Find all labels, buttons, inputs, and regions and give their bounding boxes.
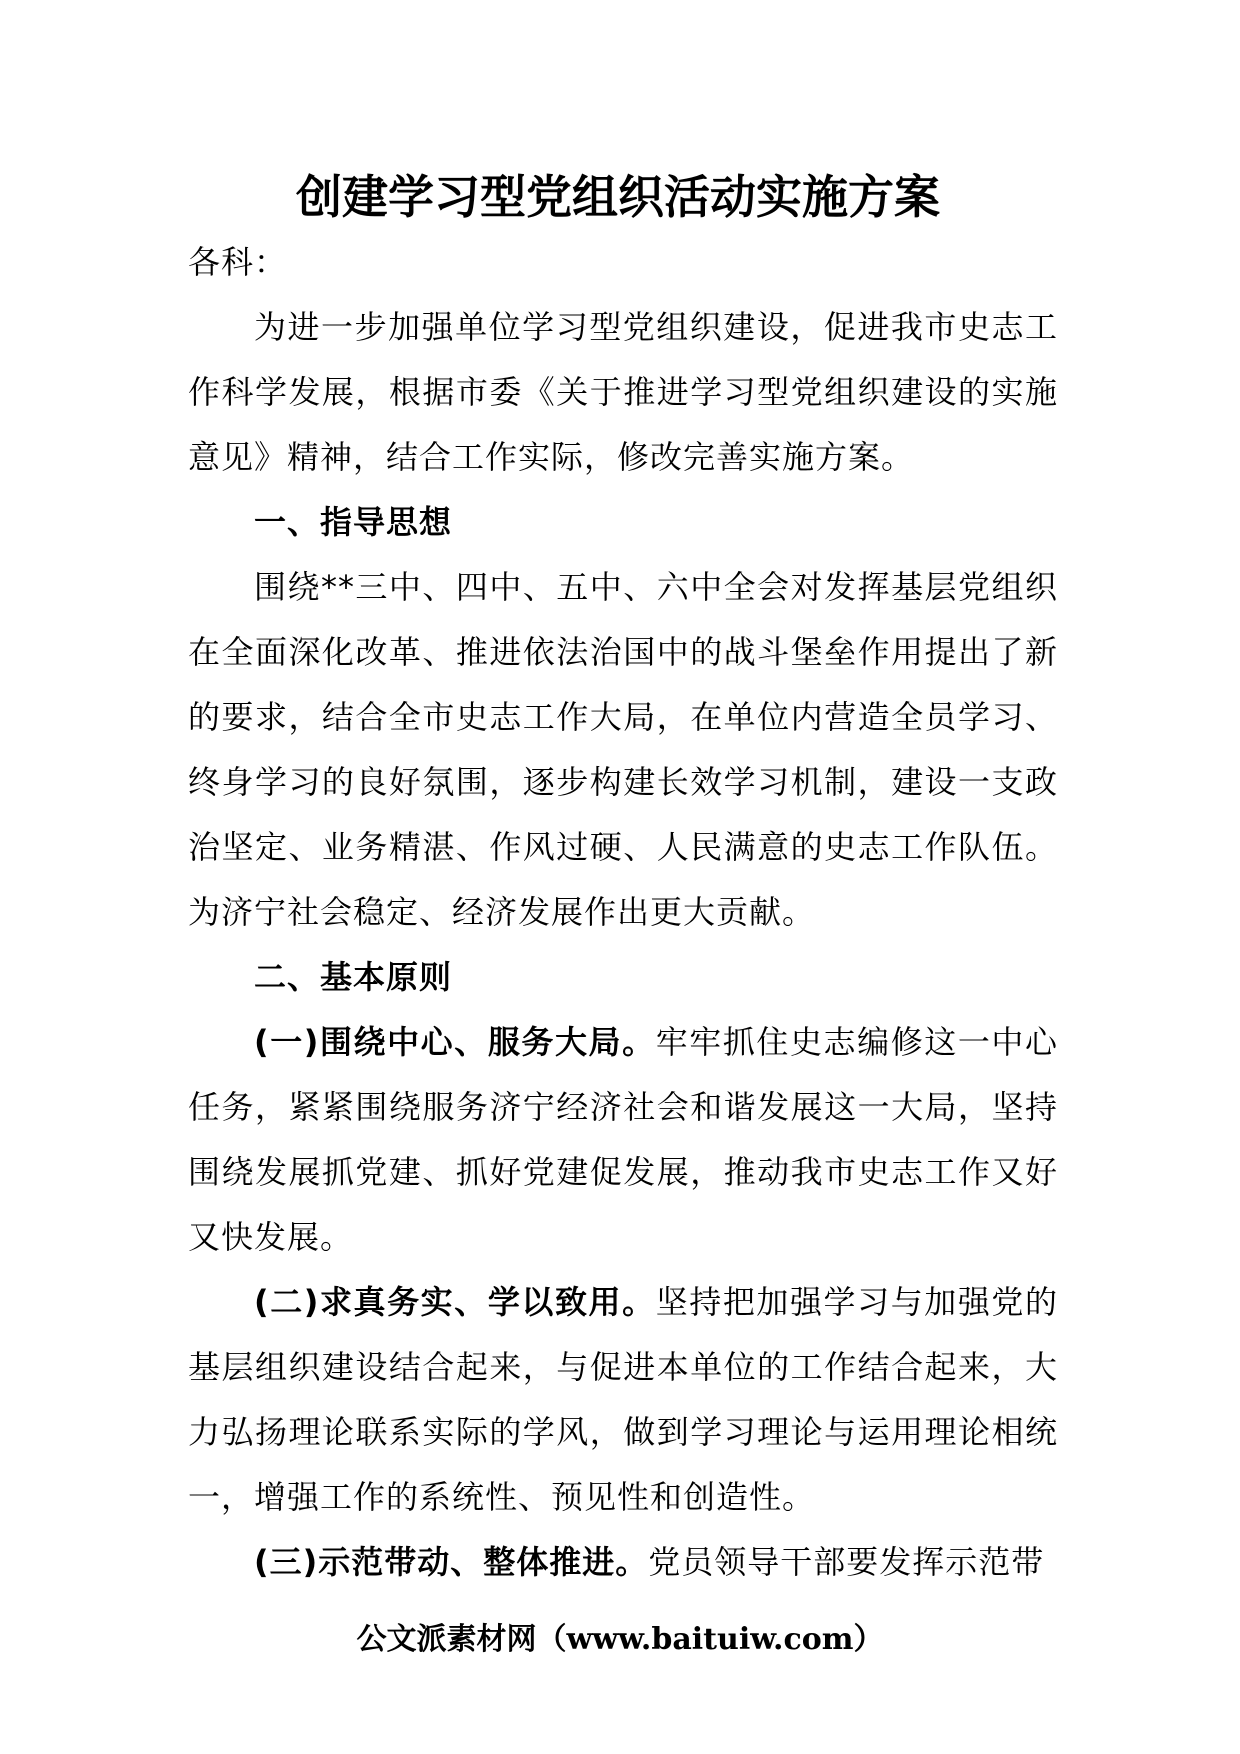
principle-paragraph-1 xyxy=(188,1010,1058,1270)
section-heading-guiding-ideology: 一、指导思想 xyxy=(254,503,453,541)
document-page xyxy=(188,160,1058,1595)
principle-lead-1: (一)围绕中心、服务大局。 xyxy=(254,1023,656,1061)
principle-body-2: 坚持把加强学习与加强党的基层组织建设结合起来，与促进本单位的工作结合起来，大力弘扬理论联系实际的学风，做到学习理论与运用理论相统一，增强工作的系统性、预见性和创造性。 xyxy=(188,1283,1058,1516)
section-heading-basic-principles: 二、基本原则 xyxy=(254,958,453,996)
principle-body-3: 党员领导干部要发挥示范带 xyxy=(648,1543,1045,1581)
salutation: 各科： xyxy=(188,243,288,281)
principle-paragraph-2 xyxy=(188,1270,1058,1530)
principle-body-1: 牢牢抓住史志编修这一中心任务，紧紧围绕服务济宁经济社会和谐发展这一大局，坚持围绕发展抓党建、抓好党建促发展，推动我市史志工作又好又快发展。 xyxy=(188,1023,1058,1256)
footer-watermark: 公文派素材网（www.baituiw.com） xyxy=(356,1622,884,1657)
principle-lead-2: (二)求真务实、学以致用。 xyxy=(254,1283,656,1321)
principle-lead-3: (三)示范带动、整体推进。 xyxy=(254,1543,649,1581)
intro-paragraph: 为进一步加强单位学习型党组织建设，促进我市史志工作科学发展，根据市委《关于推进学习型党组织建设的实施意见》精神，结合工作实际，修改完善实施方案。 xyxy=(188,308,1058,476)
document-title: 创建学习型党组织活动实施方案 xyxy=(296,170,940,224)
section-body-guiding-ideology: 围绕**三中、四中、五中、六中全会对发挥基层党组织在全面深化改革、推进依法治国中的战斗堡垒作用提出了新的要求，结合全市史志工作大局，在单位内营造全员学习、终身学习的良好氛围，逐步构建长效学习机制，建设一支政治坚定、业务精湛、作风过硬、人民满意的史志工作队伍。为济宁社会稳定、经济发展作出更大贡献。 xyxy=(188,568,1058,931)
principle-paragraph-3 xyxy=(188,1530,1058,1595)
